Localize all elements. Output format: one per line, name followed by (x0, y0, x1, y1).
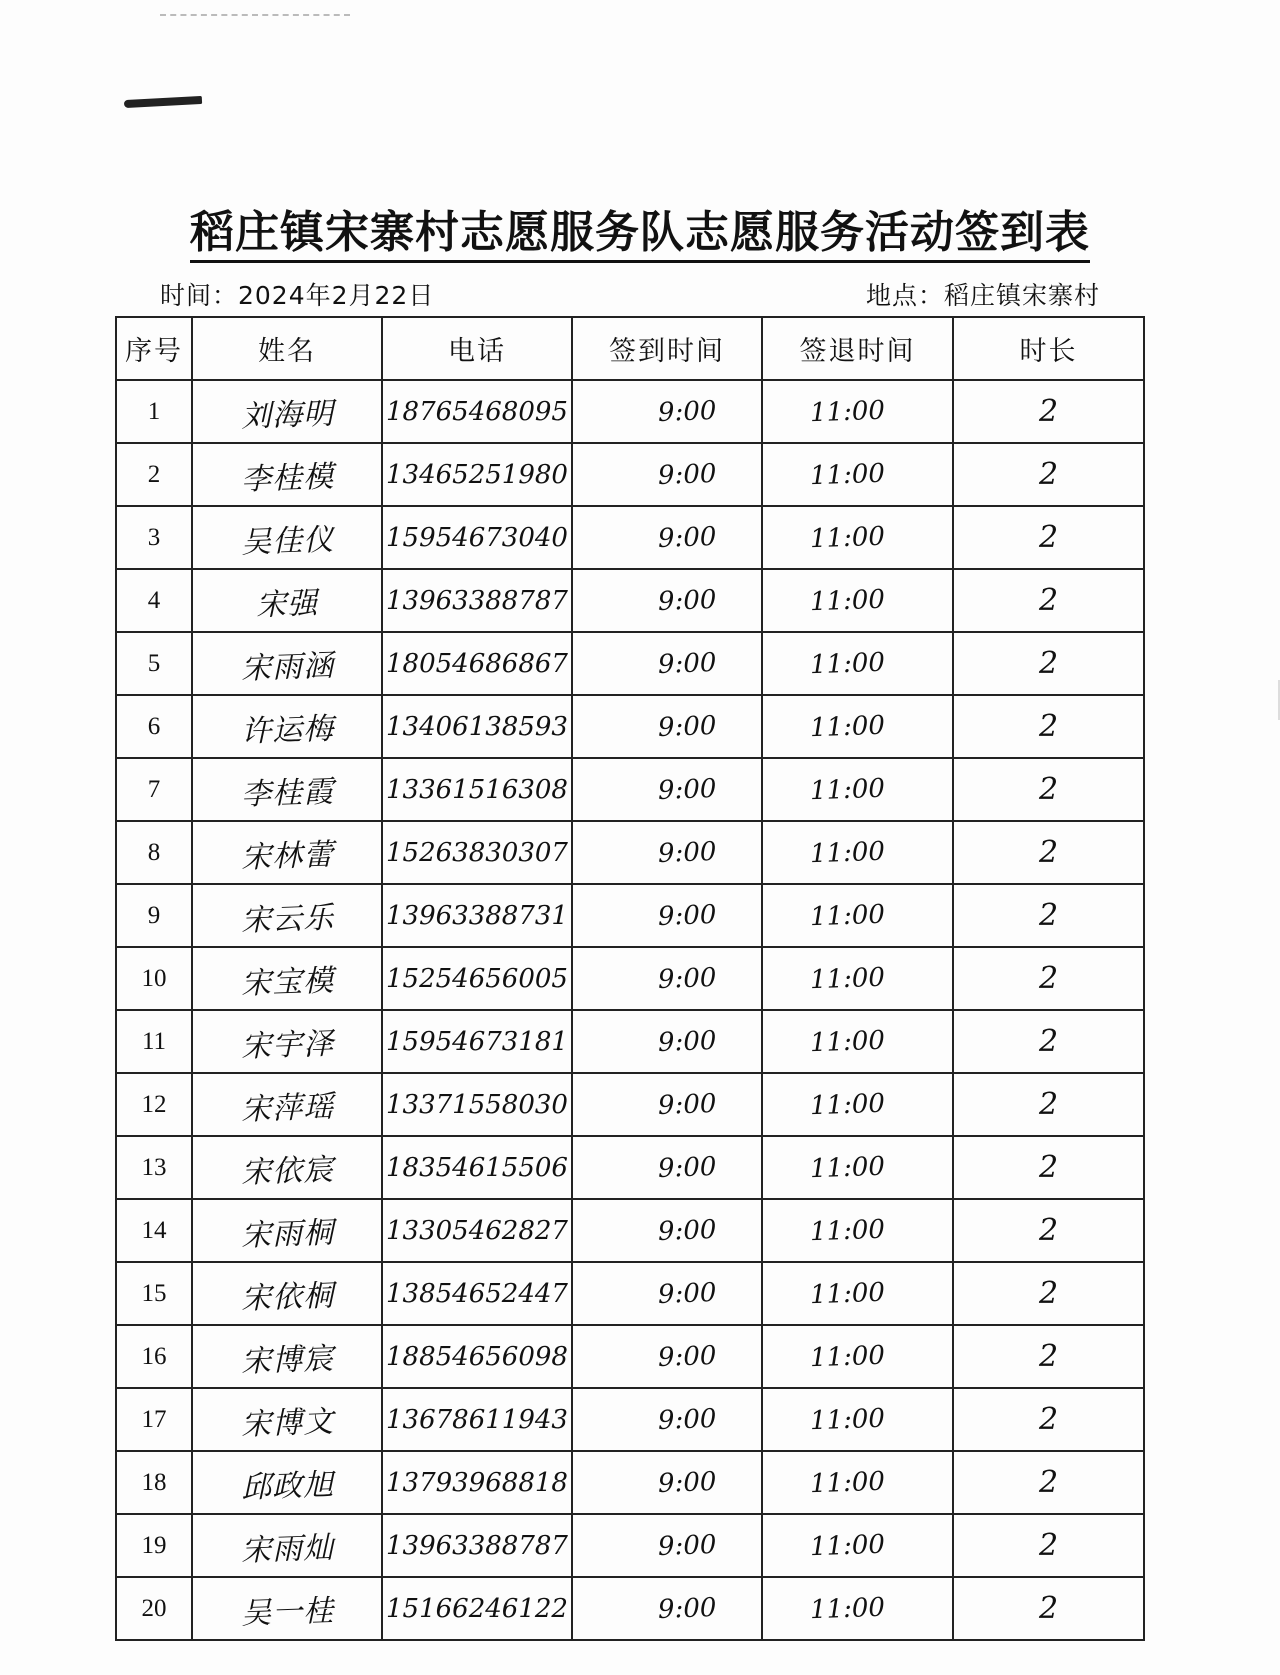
cell-phone (382, 569, 572, 632)
table-row (116, 632, 1144, 695)
cell-sign-out-text: 11:00 (809, 1025, 886, 1058)
cell-sign-out (762, 1136, 953, 1199)
cell-sign-in-text: 9:00 (657, 1592, 717, 1625)
cell-sign-out-text: 11:00 (809, 1088, 886, 1121)
table-row (116, 1325, 1144, 1388)
table-row (116, 1010, 1144, 1073)
cell-duration-text: 2 (1038, 520, 1059, 555)
table-row (116, 1514, 1144, 1577)
cell-name (192, 569, 382, 632)
cell-sign-in (572, 758, 762, 821)
cell-sign-in-text: 9:00 (657, 836, 717, 869)
cell-duration (953, 1010, 1144, 1073)
cell-sign-in (572, 1514, 762, 1577)
cell-name-text: 宋雨涵 (240, 647, 335, 687)
header-name: 姓名 (192, 317, 382, 380)
cell-duration-text: 2 (1038, 961, 1059, 996)
cell-name-text: 宋云乐 (240, 899, 335, 939)
cell-sign-out (762, 1325, 953, 1388)
cell-phone-text: 18765468095 (386, 396, 568, 427)
cell-no: 7 (116, 758, 192, 821)
cell-sign-in (572, 1073, 762, 1136)
cell-name (192, 632, 382, 695)
cell-sign-in-text: 9:00 (657, 899, 717, 932)
cell-no: 3 (116, 506, 192, 569)
pen-mark (124, 96, 202, 108)
cell-sign-out-text: 11:00 (809, 395, 886, 428)
cell-duration (953, 1262, 1144, 1325)
cell-duration (953, 569, 1144, 632)
cell-name-text: 宋强 (255, 585, 319, 623)
cell-duration-text: 2 (1038, 1339, 1059, 1374)
cell-sign-out (762, 947, 953, 1010)
cell-duration-text: 2 (1038, 1465, 1059, 1500)
cell-name (192, 884, 382, 947)
cell-phone (382, 1073, 572, 1136)
cell-phone-text: 13465251980 (386, 459, 568, 490)
cell-sign-in-text: 9:00 (657, 1340, 717, 1373)
cell-no: 6 (116, 695, 192, 758)
cell-phone (382, 443, 572, 506)
cell-sign-in (572, 884, 762, 947)
table-row (116, 380, 1144, 443)
cell-name-text: 宋依桐 (240, 1277, 335, 1317)
cell-phone-text: 13793968818 (386, 1467, 568, 1498)
cell-phone-text: 13963388787 (386, 1530, 568, 1561)
cell-duration (953, 758, 1144, 821)
cell-sign-in-text: 9:00 (657, 1466, 717, 1499)
cell-sign-out-text: 11:00 (809, 1151, 886, 1184)
cell-phone-text: 15166246122 (386, 1593, 568, 1624)
cell-name (192, 1577, 382, 1640)
cell-sign-out-text: 11:00 (809, 773, 886, 806)
cell-name-text: 李桂霞 (240, 773, 335, 813)
cell-name-text: 李桂模 (240, 458, 335, 498)
cell-phone (382, 1136, 572, 1199)
cell-duration-text: 2 (1038, 1591, 1059, 1626)
cell-name (192, 506, 382, 569)
cell-sign-out-text: 11:00 (809, 521, 886, 554)
header-no: 序号 (116, 317, 192, 380)
cell-sign-in-text: 9:00 (657, 710, 717, 743)
cell-duration (953, 947, 1144, 1010)
table-row (116, 758, 1144, 821)
cell-duration (953, 632, 1144, 695)
cell-phone-text: 13371558030 (386, 1089, 568, 1120)
table-header-row (116, 317, 1144, 380)
cell-sign-in (572, 1199, 762, 1262)
table-row (116, 443, 1144, 506)
cell-no: 11 (116, 1010, 192, 1073)
cell-phone-text: 13361516308 (386, 774, 568, 805)
cell-name-text: 吴一桂 (240, 1592, 335, 1632)
cell-phone (382, 821, 572, 884)
table-row (116, 947, 1144, 1010)
cell-duration (953, 1388, 1144, 1451)
cell-sign-out-text: 11:00 (809, 836, 886, 869)
cell-phone-text: 15954673181 (386, 1026, 568, 1057)
top-dashed-line (160, 14, 350, 16)
cell-sign-out-text: 11:00 (809, 899, 886, 932)
cell-duration-text: 2 (1038, 1150, 1059, 1185)
cell-no: 20 (116, 1577, 192, 1640)
cell-sign-in-text: 9:00 (657, 773, 717, 806)
cell-duration (953, 380, 1144, 443)
cell-sign-in (572, 380, 762, 443)
cell-sign-in (572, 569, 762, 632)
cell-name-text: 宋雨桐 (240, 1214, 335, 1254)
cell-sign-out (762, 443, 953, 506)
cell-sign-out (762, 1577, 953, 1640)
cell-sign-in (572, 1136, 762, 1199)
cell-sign-out (762, 884, 953, 947)
cell-no: 10 (116, 947, 192, 1010)
cell-phone-text: 13678611943 (386, 1404, 568, 1435)
cell-phone-text: 18354615506 (386, 1152, 568, 1183)
header-sign-out: 签退时间 (762, 317, 953, 380)
cell-duration (953, 1136, 1144, 1199)
cell-phone (382, 1451, 572, 1514)
header-duration: 时长 (953, 317, 1144, 380)
cell-phone-text: 18854656098 (386, 1341, 568, 1372)
cell-name (192, 947, 382, 1010)
table-row (116, 1073, 1144, 1136)
cell-duration-text: 2 (1038, 835, 1059, 870)
cell-name-text: 宋博文 (240, 1403, 335, 1443)
table-row (116, 1388, 1144, 1451)
table-row (116, 821, 1144, 884)
cell-phone (382, 884, 572, 947)
cell-sign-out (762, 1388, 953, 1451)
cell-sign-in-text: 9:00 (657, 1403, 717, 1436)
cell-sign-out-text: 11:00 (809, 458, 886, 491)
cell-phone (382, 1514, 572, 1577)
cell-duration (953, 1577, 1144, 1640)
cell-phone (382, 695, 572, 758)
cell-sign-out (762, 1514, 953, 1577)
cell-name-text: 许运梅 (240, 710, 335, 750)
cell-sign-out (762, 821, 953, 884)
cell-sign-in (572, 443, 762, 506)
cell-name-text: 宋博宸 (240, 1340, 335, 1380)
sign-in-table (115, 316, 1145, 1641)
cell-phone (382, 1199, 572, 1262)
cell-phone-text: 13305462827 (386, 1215, 568, 1246)
cell-sign-out-text: 11:00 (809, 1592, 886, 1625)
cell-phone (382, 506, 572, 569)
cell-phone (382, 758, 572, 821)
cell-phone (382, 1262, 572, 1325)
cell-sign-in (572, 632, 762, 695)
cell-duration-text: 2 (1038, 898, 1059, 933)
cell-sign-in-text: 9:00 (657, 395, 717, 428)
cell-duration (953, 1451, 1144, 1514)
cell-sign-out (762, 380, 953, 443)
cell-sign-in (572, 1388, 762, 1451)
cell-name-text: 宋宝模 (240, 962, 335, 1002)
cell-sign-out-text: 11:00 (809, 1277, 886, 1310)
table-row (116, 1136, 1144, 1199)
cell-no: 12 (116, 1073, 192, 1136)
cell-sign-in-text: 9:00 (657, 962, 717, 995)
cell-sign-in (572, 1262, 762, 1325)
cell-sign-out (762, 1010, 953, 1073)
cell-phone-text: 13854652447 (386, 1278, 568, 1309)
cell-duration-text: 2 (1038, 457, 1059, 492)
cell-duration-text: 2 (1038, 646, 1059, 681)
cell-sign-out (762, 1262, 953, 1325)
cell-sign-out (762, 506, 953, 569)
cell-no: 16 (116, 1325, 192, 1388)
header-phone: 电话 (382, 317, 572, 380)
document-title (0, 196, 1280, 260)
cell-duration (953, 443, 1144, 506)
cell-duration-text: 2 (1038, 1402, 1059, 1437)
cell-duration (953, 506, 1144, 569)
cell-name (192, 1073, 382, 1136)
cell-name-text: 邱政旭 (240, 1466, 335, 1506)
cell-name-text: 宋雨灿 (240, 1529, 335, 1569)
cell-sign-in (572, 1451, 762, 1514)
cell-duration-text: 2 (1038, 1276, 1059, 1311)
cell-name (192, 1199, 382, 1262)
cell-duration (953, 1199, 1144, 1262)
cell-duration (953, 695, 1144, 758)
cell-sign-in-text: 9:00 (657, 1529, 717, 1562)
cell-duration (953, 821, 1144, 884)
cell-name (192, 1388, 382, 1451)
cell-no: 8 (116, 821, 192, 884)
document-title-text: 稻庄镇宋寨村志愿服务队志愿服务活动签到表 (190, 207, 1090, 263)
cell-name-text: 宋萍瑶 (240, 1088, 335, 1128)
cell-phone-text: 13406138593 (386, 711, 568, 742)
table-row (116, 1262, 1144, 1325)
cell-name-text: 刘海明 (240, 395, 335, 435)
cell-sign-in-text: 9:00 (657, 647, 717, 680)
cell-name (192, 821, 382, 884)
cell-phone-text: 15263830307 (386, 837, 568, 868)
cell-name (192, 443, 382, 506)
cell-sign-out-text: 11:00 (809, 1529, 886, 1562)
table-row (116, 695, 1144, 758)
cell-name (192, 1325, 382, 1388)
cell-sign-in-text: 9:00 (657, 584, 717, 617)
cell-no: 4 (116, 569, 192, 632)
cell-no: 2 (116, 443, 192, 506)
cell-sign-out-text: 11:00 (809, 1214, 886, 1247)
cell-name (192, 380, 382, 443)
cell-sign-in-text: 9:00 (657, 521, 717, 554)
cell-no: 5 (116, 632, 192, 695)
table-row (116, 884, 1144, 947)
table-row (116, 1199, 1144, 1262)
cell-sign-out (762, 1073, 953, 1136)
cell-phone-text: 13963388731 (386, 900, 568, 931)
cell-name-text: 吴佳仪 (240, 521, 335, 561)
cell-sign-out (762, 1199, 953, 1262)
cell-sign-out-text: 11:00 (809, 584, 886, 617)
cell-duration (953, 884, 1144, 947)
cell-phone (382, 1388, 572, 1451)
cell-phone (382, 632, 572, 695)
cell-no: 13 (116, 1136, 192, 1199)
cell-no: 9 (116, 884, 192, 947)
cell-no: 17 (116, 1388, 192, 1451)
cell-sign-out-text: 11:00 (809, 1466, 886, 1499)
cell-duration-text: 2 (1038, 709, 1059, 744)
cell-name (192, 1136, 382, 1199)
cell-sign-out (762, 758, 953, 821)
cell-no: 18 (116, 1451, 192, 1514)
cell-sign-in-text: 9:00 (657, 1025, 717, 1058)
cell-sign-out (762, 632, 953, 695)
cell-no: 19 (116, 1514, 192, 1577)
cell-name-text: 宋依宸 (240, 1151, 335, 1191)
cell-no: 1 (116, 380, 192, 443)
cell-phone-text: 15954673040 (386, 522, 568, 553)
cell-sign-out (762, 569, 953, 632)
cell-no: 15 (116, 1262, 192, 1325)
cell-phone (382, 947, 572, 1010)
cell-sign-in (572, 821, 762, 884)
cell-phone-text: 15254656005 (386, 963, 568, 994)
table-row (116, 569, 1144, 632)
cell-duration (953, 1514, 1144, 1577)
cell-name (192, 1010, 382, 1073)
cell-duration (953, 1073, 1144, 1136)
cell-name (192, 1451, 382, 1514)
cell-duration-text: 2 (1038, 1024, 1059, 1059)
cell-sign-in-text: 9:00 (657, 1151, 717, 1184)
activity-location: 地点：稻庄镇宋寨村 (865, 281, 1100, 310)
cell-duration (953, 1325, 1144, 1388)
cell-sign-in-text: 9:00 (657, 1277, 717, 1310)
cell-sign-in (572, 695, 762, 758)
activity-date: 时间：2024年2月22日 (160, 281, 435, 310)
cell-sign-in (572, 1577, 762, 1640)
cell-phone (382, 1325, 572, 1388)
cell-sign-in (572, 506, 762, 569)
cell-phone (382, 380, 572, 443)
cell-sign-in (572, 947, 762, 1010)
table-row (116, 1577, 1144, 1640)
cell-sign-in-text: 9:00 (657, 1214, 717, 1247)
cell-name (192, 695, 382, 758)
cell-sign-out (762, 695, 953, 758)
cell-name-text: 宋林蕾 (240, 836, 335, 876)
table-row (116, 506, 1144, 569)
cell-phone (382, 1010, 572, 1073)
cell-sign-out (762, 1451, 953, 1514)
cell-duration-text: 2 (1038, 394, 1059, 429)
cell-sign-out-text: 11:00 (809, 710, 886, 743)
cell-name-text: 宋宇泽 (240, 1025, 335, 1065)
cell-sign-in (572, 1325, 762, 1388)
cell-name (192, 1514, 382, 1577)
cell-sign-out-text: 11:00 (809, 647, 886, 680)
cell-duration-text: 2 (1038, 772, 1059, 807)
cell-sign-out-text: 11:00 (809, 1403, 886, 1436)
cell-no: 14 (116, 1199, 192, 1262)
cell-phone-text: 13963388787 (386, 585, 568, 616)
cell-sign-in-text: 9:00 (657, 458, 717, 491)
cell-sign-out-text: 11:00 (809, 1340, 886, 1373)
cell-duration-text: 2 (1038, 1087, 1059, 1122)
table-row (116, 1451, 1144, 1514)
cell-duration-text: 2 (1038, 1213, 1059, 1248)
cell-sign-out-text: 11:00 (809, 962, 886, 995)
cell-phone-text: 18054686867 (386, 648, 568, 679)
cell-duration-text: 2 (1038, 583, 1059, 618)
cell-duration-text: 2 (1038, 1528, 1059, 1563)
header-sign-in: 签到时间 (572, 317, 762, 380)
table-body (116, 380, 1144, 1640)
cell-phone (382, 1577, 572, 1640)
cell-name (192, 1262, 382, 1325)
cell-name (192, 758, 382, 821)
cell-sign-in-text: 9:00 (657, 1088, 717, 1121)
cell-sign-in (572, 1010, 762, 1073)
